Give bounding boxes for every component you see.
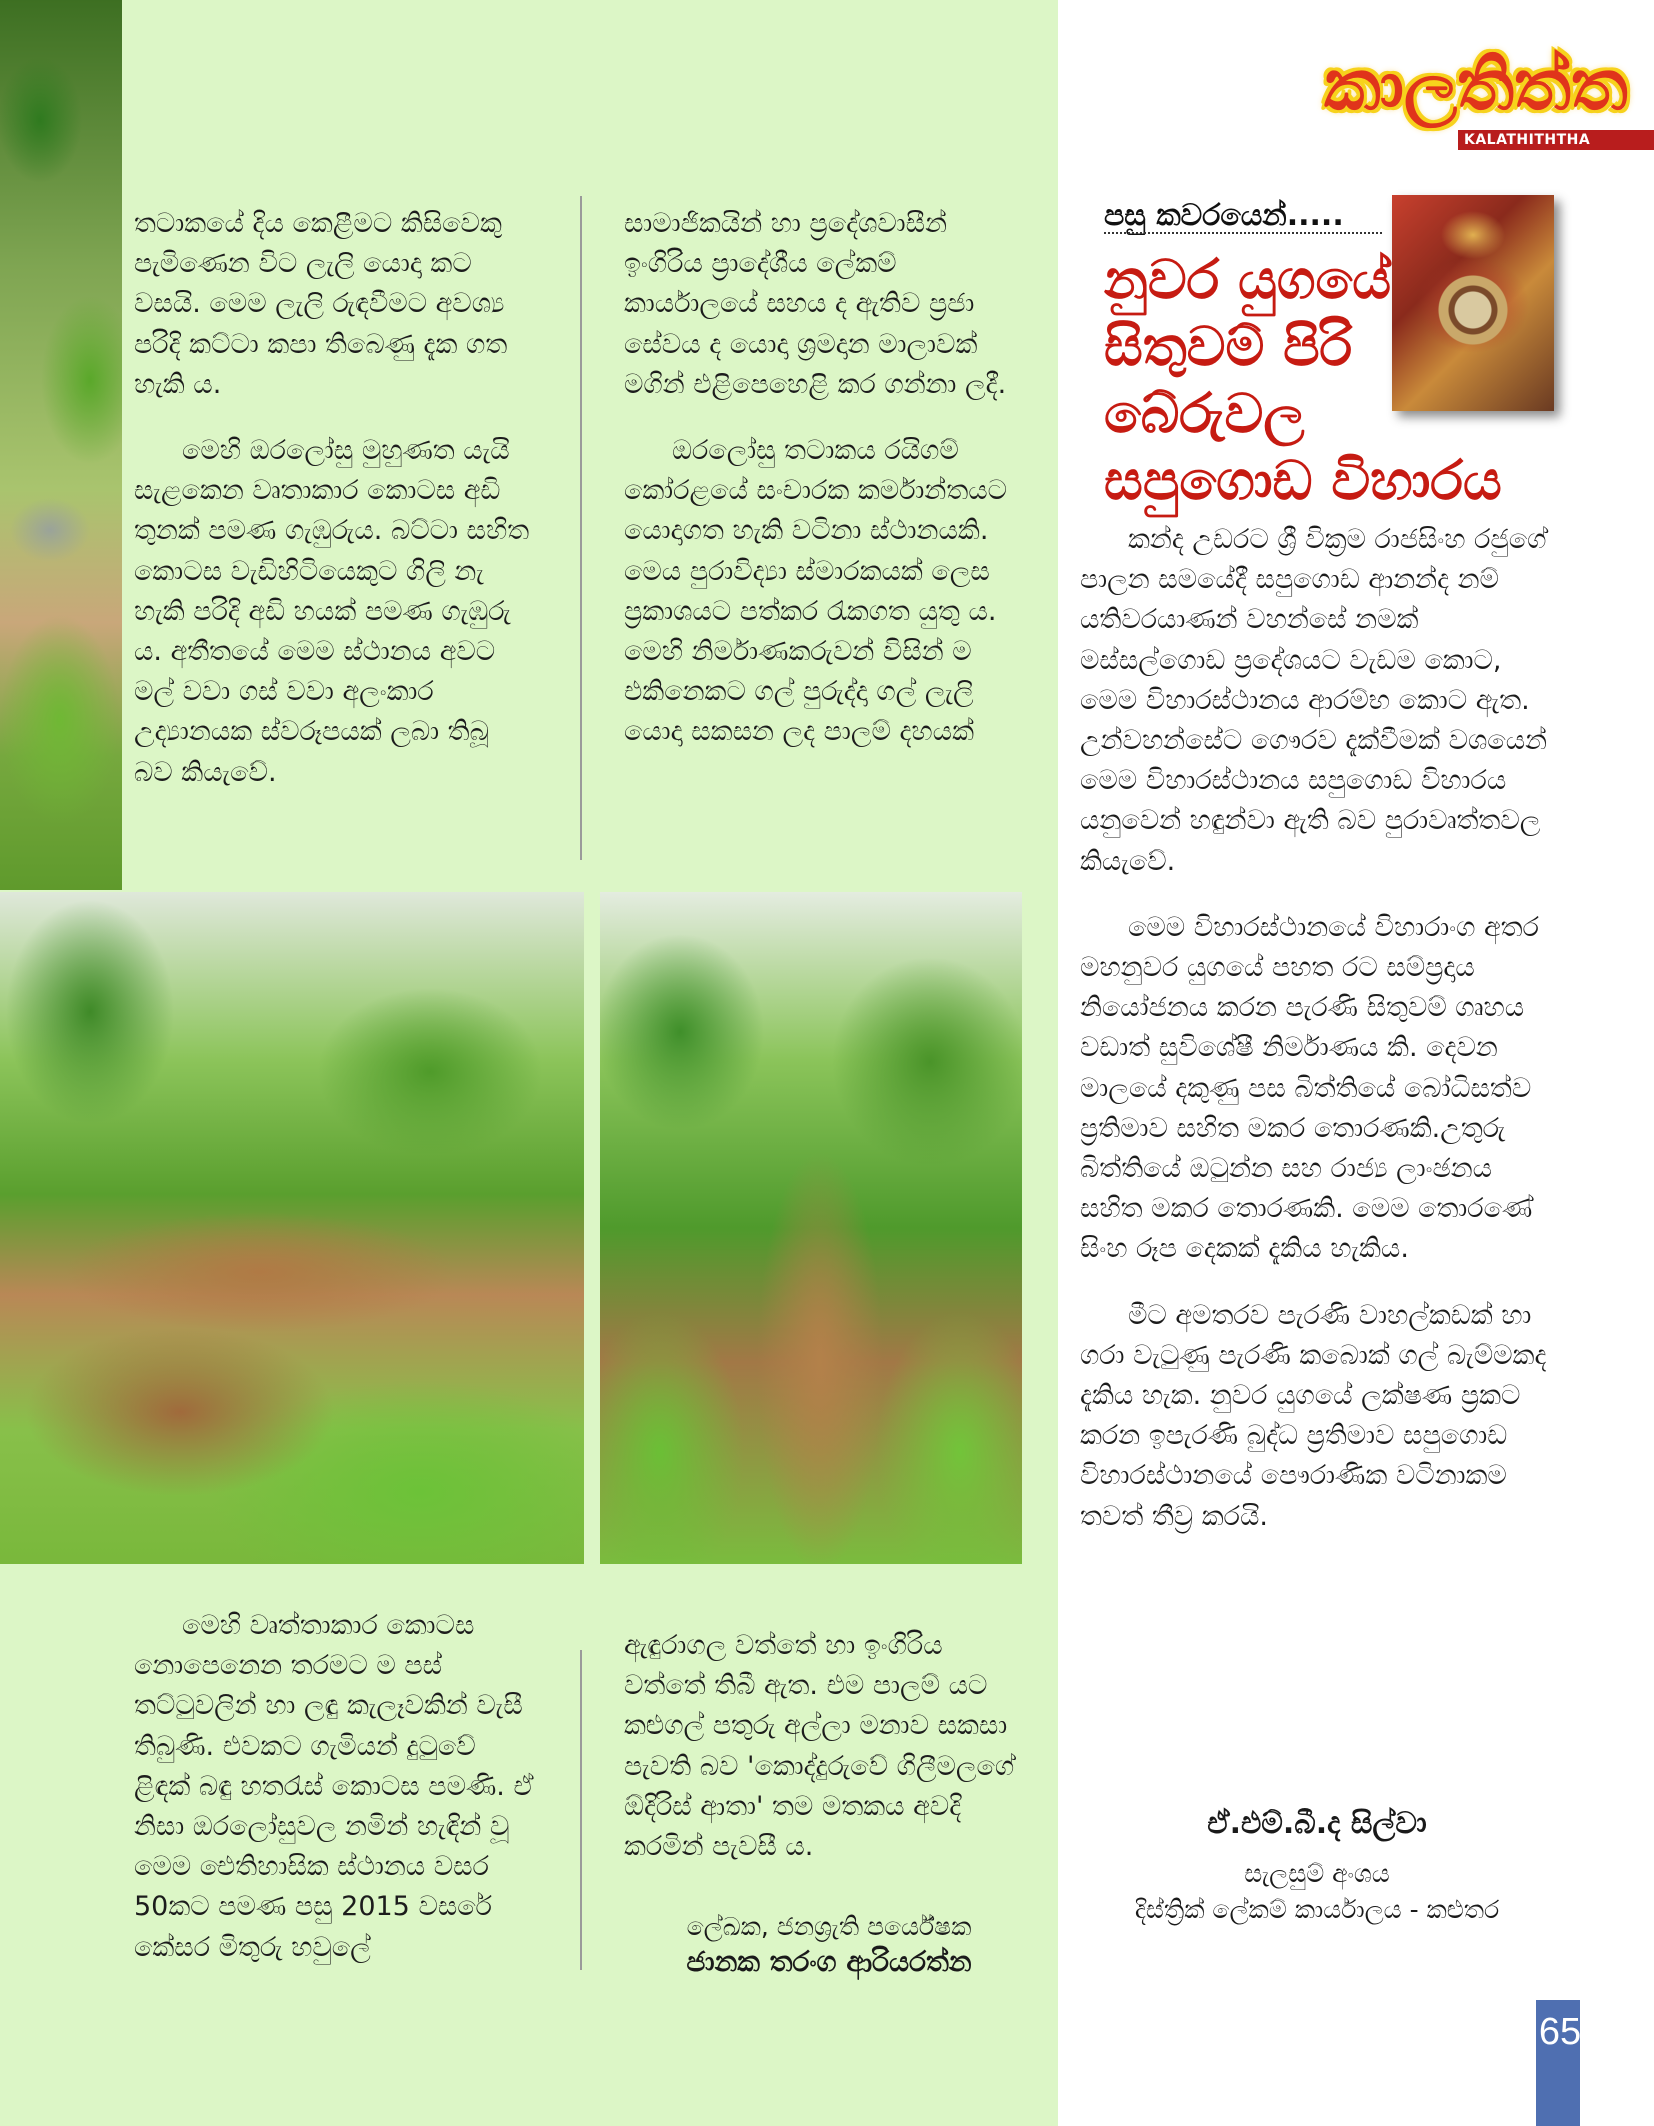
- page-number: 65: [1538, 2011, 1582, 2053]
- logo-subtitle: KALATHITHTHA: [1464, 132, 1591, 148]
- column-divider-top: [580, 196, 582, 860]
- paragraph: මෙහි ඔරලෝසු මුහුණත යැයි සැළකෙන වෘතාකාර කොටස අඩි තුනක් පමණ ගැඹුරුය. බට්ටා සහිත කොටස වැඩිහිටියෙකුට ගිලි නැ හැකි පරිදි අඩි හයක් පමණ ගැඹුරු ය. අතීතයේ මෙම ස්ථානය අවට මල් වවා ගස් වවා අලංකාර උද්‍යානයක ස්වරූපයක් ලබා තිබූ බව කියැවේ.: [134, 435, 530, 788]
- water-channel-photo: [600, 892, 1022, 1564]
- feature-body: [1080, 520, 1550, 1537]
- article-column-1-bottom: [134, 1606, 534, 1968]
- article-column-1-top: [134, 204, 534, 793]
- paragraph: මෙම විහාරස්ථානයේ විහාරාංග අතර මහනුවර යුගයේ පහත රට සම්ප්‍රදාය නියෝජනය කරන පැරණි සිතුවම් ගෘහය වඩාත් සුවිශේෂී නිර්මාණය කි. දෙවන මාලයේ දකුණු පස බිත්තියේ බෝධිසත්ව ප්‍රතිමාව සහිත මකර තොරණකි.උතුරු බිත්තියේ ඔටුන්න සහ රාජ්‍ය ලාංඡනය සහිත මකර තොරණකි. මෙම තොරණේ සිංහ රූප දෙකක් දැකිය හැකිය.: [1080, 911, 1539, 1265]
- paragraph: ඇඳුරාගල වත්තේ හා ඉංගිරිය වත්තේ තිබී ඇත. එම පාලම් යට කළුගල් පතුරු අල්ලා මනාව සකසා පැවති බව 'කොද්දුරුවේ ගිලීමලගේ ඕදිරිස් ආතා' තම මතකය අවදි කරමින් පැවසී ය.: [624, 1630, 1015, 1863]
- kicker-underline: [1104, 232, 1382, 234]
- article-column-2-bottom: [624, 1626, 1024, 1867]
- magazine-logo: [1324, 26, 1654, 156]
- paragraph: සාමාජිකයින් හා ප්‍රදේශවාසීන් ඉංගිරිය ප්‍රාදේශීය ලේකම් කාර්යාලයේ සහය ද ඇතිව ප්‍රජා සේවය ද යොදා ශ්‍රමදාන මාලාවක් මගින් එළිපෙහෙළි කර ගන්නා ලදී.: [624, 208, 1007, 400]
- headline-line: නුවර යුගයේ: [1104, 248, 1392, 311]
- paragraph: තටාකයේ දිය කෙළීමට කිසිවෙකු පැමිණෙන විට ලැලි යොදා කට වසයි. මෙම ලැලි රුඳවීමට අවශ්‍ය පරිදි කට්ටා කපා තිබෙණු දැක ගත හැකි ය.: [134, 208, 508, 400]
- feature-kicker: පසු කවරයෙන්.....: [1104, 198, 1344, 233]
- foliage-photo: [0, 0, 122, 890]
- article-byline: [644, 1910, 1014, 1980]
- paragraph: කන්ද උඩරට ශ්‍රී වික්‍රම රාජසිංහ රජුගේ පාලන සමයේදී සපුගොඩ ආනන්ද නම් යතිවරයාණන් වහන්සේ නමක් මස්සල්ගොඩ ප්‍රදේශයට වැඩම කොට, මෙම විහාරස්ථානය ආරම්භ කොට ඇත. උන්වහන්සේට ගෞරව දැක්වීමක් වශයෙන් මෙම විහාරස්ථානය සපුගොඩ විහාරය යනුවෙන් හඳුන්වා ඇති බව පුරාවෘත්තවල කියැවේ.: [1080, 524, 1548, 877]
- feature-author: [1104, 1804, 1530, 1928]
- paragraph: ඔරලෝසු තටාකය රයිගම් කෝරළයේ සංචාරක කර්මාන්තයට යොදාගත හැකි වටිනා ස්ථානයකි. මෙය පුරාවිද්‍යා ස්මාරකයක් ලෙස ප්‍රකාශයට පත්කර රැකගත යුතු ය. මෙහි නිර්මාණකරුවන් විසින් ම එකිනෙකට ගල් පුරුද්දා ගල් ලැලි යොදා සකසන ලද පාලම් දහයක්: [624, 435, 1008, 748]
- temple-painting-thumbnail: [1392, 195, 1554, 411]
- author-role: සැලසුම් අංශය: [1244, 1859, 1390, 1888]
- paragraph: මෙහි වෘත්තාකාර කොටස නොපෙනෙන තරමට ම පස් තට්ටුවලින් හා ලඳු කැලෑවකින් වැසී තිබුණි. එවකට ගැමියන් දුටුවේ ළිඳක් බඳු හතරැස් කොටස පමණි. ඒ නිසා ඔරලෝසුවල නමින් හැඳින් වූ මෙම ඓතිහාසික ස්ථානය වසර 50කට පමණ පසු 2015 වසරේ කේසර මිතුරු හවුලේ: [134, 1610, 534, 1963]
- author-name: ඒ.එම්.බී.ද සිල්වා: [1207, 1806, 1427, 1841]
- logo-wordmark: කාලතිත්ත: [1324, 44, 1628, 126]
- author-office: දිස්ත්‍රික් ලේකම් කාර්යාලය - කළුතර: [1134, 1895, 1500, 1924]
- oval-pond-photo: [0, 892, 584, 1564]
- headline-line: සිතුවම් පිරි: [1104, 315, 1353, 378]
- byline-name: ජානක තරංග ආරියරත්න: [686, 1945, 972, 1978]
- paragraph: මීට අමතරව පැරණි වාහල්කඩක් හා ගරා වැටුණු පැරණි කබොක් ගල් බැම්මකද දැකිය හැක. නුවර යුගයේ ලක්ෂණ ප්‍රකට කරන ඉපැරණි බුද්ධ ප්‍රතිමාව සපුගොඩ විහාරස්ථානයේ පෞරාණික වටිනාකම තවත් තීව්‍ර කරයි.: [1080, 1299, 1547, 1532]
- article-column-2-top: [624, 204, 1024, 753]
- column-divider-bottom: [580, 1650, 582, 1970]
- byline-role: ලේඛක, ජනශ්‍රැති පර්යේෂක: [686, 1912, 972, 1941]
- headline-line: බේරුවල: [1104, 382, 1305, 445]
- headline-line: සපුගොඩ විහාරය: [1104, 449, 1502, 512]
